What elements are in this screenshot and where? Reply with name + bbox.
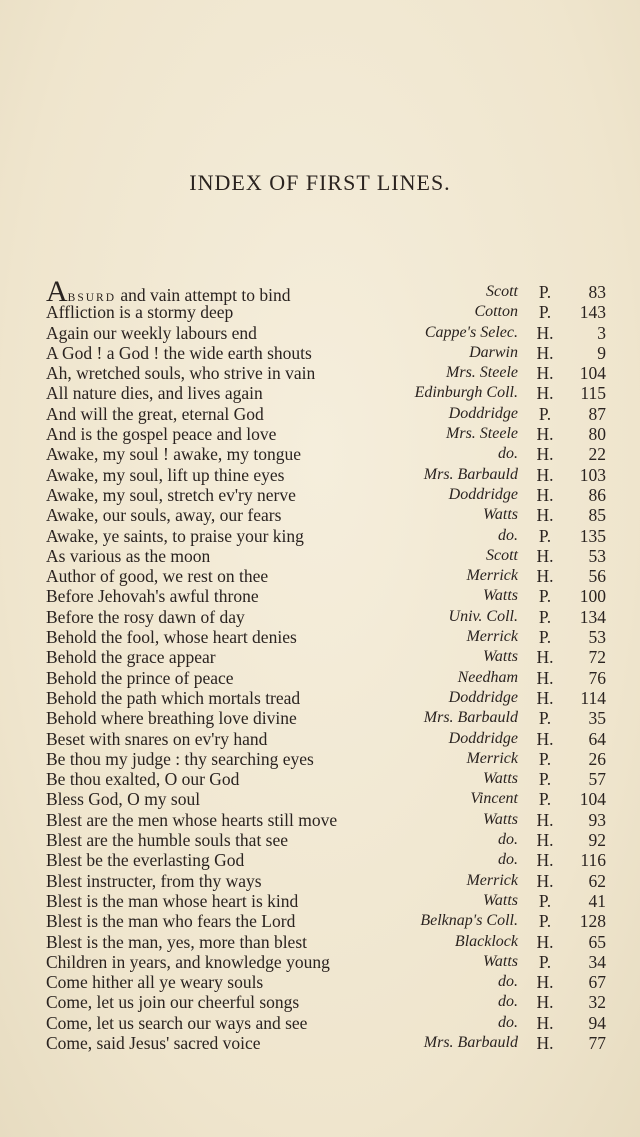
index-entry bbox=[46, 749, 606, 769]
book-marker: H. bbox=[536, 992, 554, 1013]
index-entry bbox=[46, 627, 606, 647]
author: Watts bbox=[483, 952, 518, 970]
book-marker: P. bbox=[538, 627, 552, 648]
author: Doddridge bbox=[448, 404, 518, 422]
first-line: Awake, my soul, stretch ev'ry nerve bbox=[46, 484, 296, 505]
book-marker: H. bbox=[536, 931, 554, 952]
index-entry bbox=[46, 485, 606, 505]
author: Merrick bbox=[466, 871, 518, 889]
book-marker: H. bbox=[536, 667, 554, 688]
index-entry bbox=[46, 302, 606, 322]
index-entry bbox=[46, 1033, 606, 1053]
author: do. bbox=[498, 973, 518, 991]
index-entry bbox=[46, 891, 606, 911]
drop-cap: A bbox=[46, 275, 68, 308]
page-number: 104 bbox=[579, 789, 606, 810]
page-number: 114 bbox=[580, 687, 606, 708]
author: Needham bbox=[457, 668, 518, 686]
index-entry bbox=[46, 668, 606, 688]
index-entry bbox=[46, 850, 606, 870]
index-entry bbox=[46, 911, 606, 931]
page-number: 77 bbox=[588, 1032, 606, 1053]
index-entry bbox=[46, 323, 606, 343]
book-marker: H. bbox=[536, 647, 554, 668]
book-marker: P. bbox=[538, 708, 552, 729]
first-line: Behold the prince of peace bbox=[46, 667, 234, 688]
page-number: 115 bbox=[580, 383, 606, 404]
index-entry bbox=[46, 688, 606, 708]
book-marker: P. bbox=[538, 403, 552, 424]
index-entry bbox=[46, 586, 606, 606]
author: Watts bbox=[483, 891, 518, 909]
author: Cappe's Selec. bbox=[424, 323, 518, 341]
index-entry bbox=[46, 526, 606, 546]
book-marker: P. bbox=[538, 911, 552, 932]
first-line: Beset with snares on ev'ry hand bbox=[46, 728, 268, 749]
page-number: 72 bbox=[588, 647, 606, 668]
first-line: Affliction is a stormy deep bbox=[46, 302, 234, 323]
first-line-rest: and vain attempt to bind bbox=[116, 285, 291, 305]
index-entry bbox=[46, 769, 606, 789]
book-marker: H. bbox=[536, 809, 554, 830]
author: Cotton bbox=[474, 303, 518, 321]
author: do. bbox=[498, 993, 518, 1011]
author: Belknap's Coll. bbox=[420, 912, 518, 930]
index-entry bbox=[46, 343, 606, 363]
first-line: And is the gospel peace and love bbox=[46, 424, 277, 445]
book-marker: P. bbox=[538, 769, 552, 790]
page-number: 103 bbox=[579, 464, 606, 485]
first-line: Ah, wretched souls, who strive in vain bbox=[46, 363, 316, 384]
page-number: 92 bbox=[588, 830, 606, 851]
first-line: And will the great, eternal God bbox=[46, 403, 264, 424]
author: Watts bbox=[483, 648, 518, 666]
author: Doddridge bbox=[448, 729, 518, 747]
first-line: Author of good, we rest on thee bbox=[46, 566, 269, 587]
book-marker: P. bbox=[538, 525, 552, 546]
first-line: Bless God, O my soul bbox=[46, 789, 201, 810]
page-number: 85 bbox=[588, 505, 606, 526]
first-line: Awake, ye saints, to praise your king bbox=[46, 525, 304, 546]
author: Blacklock bbox=[454, 932, 518, 950]
first-line: All nature dies, and lives again bbox=[46, 383, 263, 404]
page-title: INDEX OF FIRST LINES. bbox=[189, 170, 451, 195]
book-marker: H. bbox=[536, 505, 554, 526]
page-number: 32 bbox=[588, 992, 606, 1013]
book-marker: H. bbox=[536, 972, 554, 993]
index-entry bbox=[46, 505, 606, 525]
first-line: A God ! a God ! the wide earth shouts bbox=[46, 342, 312, 363]
page-number: 56 bbox=[588, 566, 606, 587]
author: Scott bbox=[486, 283, 518, 300]
author: Merrick bbox=[466, 749, 518, 767]
first-line: Blest instructer, from thy ways bbox=[46, 870, 262, 891]
book-marker: P. bbox=[538, 951, 552, 972]
index-entry bbox=[46, 647, 606, 667]
page-number: 67 bbox=[588, 972, 606, 993]
page-number: 22 bbox=[588, 444, 606, 465]
page-number: 3 bbox=[597, 322, 606, 343]
page-number: 134 bbox=[579, 606, 606, 627]
page-number: 65 bbox=[588, 931, 606, 952]
first-line: Behold the path which mortals tread bbox=[46, 687, 301, 708]
index-entry bbox=[46, 607, 606, 627]
book-marker: H. bbox=[536, 728, 554, 749]
author: Watts bbox=[483, 506, 518, 524]
first-line: Come hither all ye weary souls bbox=[46, 972, 264, 993]
book-marker: H. bbox=[536, 1032, 554, 1053]
index-entry bbox=[46, 952, 606, 972]
author: Mrs. Steele bbox=[446, 364, 518, 382]
author: Darwin bbox=[469, 343, 518, 361]
page-number: 100 bbox=[579, 586, 606, 607]
index-entry bbox=[46, 566, 606, 586]
first-line: Awake, my soul ! awake, my tongue bbox=[46, 444, 301, 465]
index-entry bbox=[46, 992, 606, 1012]
first-line: Blest are the men whose hearts still move bbox=[46, 809, 338, 830]
page-number: 80 bbox=[588, 424, 606, 445]
author: Merrick bbox=[466, 567, 518, 585]
book-marker: P. bbox=[538, 890, 552, 911]
index-entry bbox=[46, 972, 606, 992]
index-list bbox=[46, 275, 606, 1053]
author: Watts bbox=[483, 587, 518, 605]
author: do. bbox=[498, 526, 518, 544]
page-number: 135 bbox=[579, 525, 606, 546]
index-entry bbox=[46, 830, 606, 850]
book-marker: H. bbox=[536, 444, 554, 465]
first-line: Before Jehovah's awful throne bbox=[46, 586, 259, 607]
page-number: 128 bbox=[579, 911, 606, 932]
book-marker: H. bbox=[536, 1012, 554, 1033]
page-number: 9 bbox=[597, 342, 606, 363]
first-line: Come, said Jesus' sacred voice bbox=[46, 1032, 261, 1053]
index-entry bbox=[46, 424, 606, 444]
author: do. bbox=[498, 831, 518, 849]
first-line: Awake, my soul, lift up thine eyes bbox=[46, 464, 285, 485]
book-marker: H. bbox=[536, 424, 554, 445]
page-number: 53 bbox=[588, 545, 606, 566]
index-entry bbox=[46, 729, 606, 749]
first-line: Behold the fool, whose heart denies bbox=[46, 627, 297, 648]
author: Watts bbox=[483, 810, 518, 828]
author: Merrick bbox=[466, 628, 518, 646]
first-line: Be thou exalted, O our God bbox=[46, 769, 240, 790]
author: Mrs. Barbauld bbox=[423, 465, 518, 483]
author: Univ. Coll. bbox=[448, 607, 518, 625]
author: Doddridge bbox=[448, 485, 518, 503]
book-marker: H. bbox=[536, 687, 554, 708]
first-line: Behold the grace appear bbox=[46, 647, 216, 668]
index-entry bbox=[46, 708, 606, 728]
index-entry bbox=[46, 383, 606, 403]
small-caps-word: BSURD bbox=[67, 292, 117, 304]
first-line: Be thou my judge : thy searching eyes bbox=[46, 748, 314, 769]
index-entry bbox=[46, 444, 606, 464]
index-entry bbox=[46, 932, 606, 952]
first-line: As various as the moon bbox=[46, 545, 211, 566]
index-entry bbox=[46, 871, 606, 891]
page-number: 62 bbox=[588, 870, 606, 891]
index-entry bbox=[46, 546, 606, 566]
book-marker: H. bbox=[536, 830, 554, 851]
author: do. bbox=[498, 1013, 518, 1031]
page-number: 35 bbox=[588, 708, 606, 729]
book-marker: P. bbox=[538, 606, 552, 627]
book-marker: H. bbox=[536, 464, 554, 485]
page-number: 94 bbox=[588, 1012, 606, 1033]
first-line: Blest be the everlasting God bbox=[46, 850, 245, 871]
page-number: 57 bbox=[588, 769, 606, 790]
index-entry bbox=[46, 465, 606, 485]
first-line: Blest is the man, yes, more than blest bbox=[46, 931, 307, 952]
first-line: Blest are the humble souls that see bbox=[46, 830, 289, 851]
book-marker: H. bbox=[536, 870, 554, 891]
page-number: 86 bbox=[588, 484, 606, 505]
author: do. bbox=[498, 445, 518, 463]
author: Doddridge bbox=[448, 688, 518, 706]
first-line: Before the rosy dawn of day bbox=[46, 606, 245, 627]
author: Scott bbox=[486, 546, 518, 564]
author: Watts bbox=[483, 770, 518, 788]
book-marker: H. bbox=[536, 383, 554, 404]
book-marker: H. bbox=[536, 566, 554, 587]
index-entry bbox=[46, 1013, 606, 1033]
first-line: Blest is the man whose heart is kind bbox=[46, 890, 299, 911]
page-number: 64 bbox=[588, 728, 606, 749]
book-marker: P. bbox=[538, 302, 552, 323]
author: Mrs. Barbauld bbox=[423, 709, 518, 727]
page-number: 116 bbox=[580, 850, 606, 871]
author: Mrs. Steele bbox=[446, 425, 518, 443]
page-number: 83 bbox=[588, 282, 606, 302]
page-number: 87 bbox=[588, 403, 606, 424]
book-marker: H. bbox=[536, 484, 554, 505]
page-number: 34 bbox=[588, 951, 606, 972]
author: Mrs. Barbauld bbox=[423, 1033, 518, 1051]
index-entry bbox=[46, 275, 606, 308]
book-marker: P. bbox=[538, 282, 552, 302]
book-marker: H. bbox=[536, 322, 554, 343]
book-marker: P. bbox=[538, 748, 552, 769]
index-entry bbox=[46, 810, 606, 830]
first-line: Awake, our souls, away, our fears bbox=[46, 505, 282, 526]
page-number: 143 bbox=[579, 302, 606, 323]
first-line: Behold where breathing love divine bbox=[46, 708, 297, 729]
first-line: Children in years, and knowledge young bbox=[46, 951, 330, 972]
first-line: Again our weekly labours end bbox=[46, 322, 257, 343]
book-marker: H. bbox=[536, 363, 554, 384]
page-number: 53 bbox=[588, 627, 606, 648]
first-line: Come, let us join our cheerful songs bbox=[46, 992, 300, 1013]
index-entry bbox=[46, 789, 606, 809]
book-marker: P. bbox=[538, 586, 552, 607]
book-marker: H. bbox=[536, 545, 554, 566]
first-line: Blest is the man who fears the Lord bbox=[46, 911, 296, 932]
author: Vincent bbox=[470, 790, 518, 808]
book-marker: H. bbox=[536, 850, 554, 871]
book-marker: H. bbox=[536, 342, 554, 363]
book-marker: P. bbox=[538, 789, 552, 810]
author: Edinburgh Coll. bbox=[414, 384, 518, 402]
index-entry bbox=[46, 363, 606, 383]
first-line: Come, let us search our ways and see bbox=[46, 1012, 308, 1033]
index-entry bbox=[46, 404, 606, 424]
page-number: 41 bbox=[588, 890, 606, 911]
author: do. bbox=[498, 851, 518, 869]
page-number: 26 bbox=[588, 748, 606, 769]
page-number: 76 bbox=[588, 667, 606, 688]
page-number: 93 bbox=[588, 809, 606, 830]
page-number: 104 bbox=[579, 363, 606, 384]
